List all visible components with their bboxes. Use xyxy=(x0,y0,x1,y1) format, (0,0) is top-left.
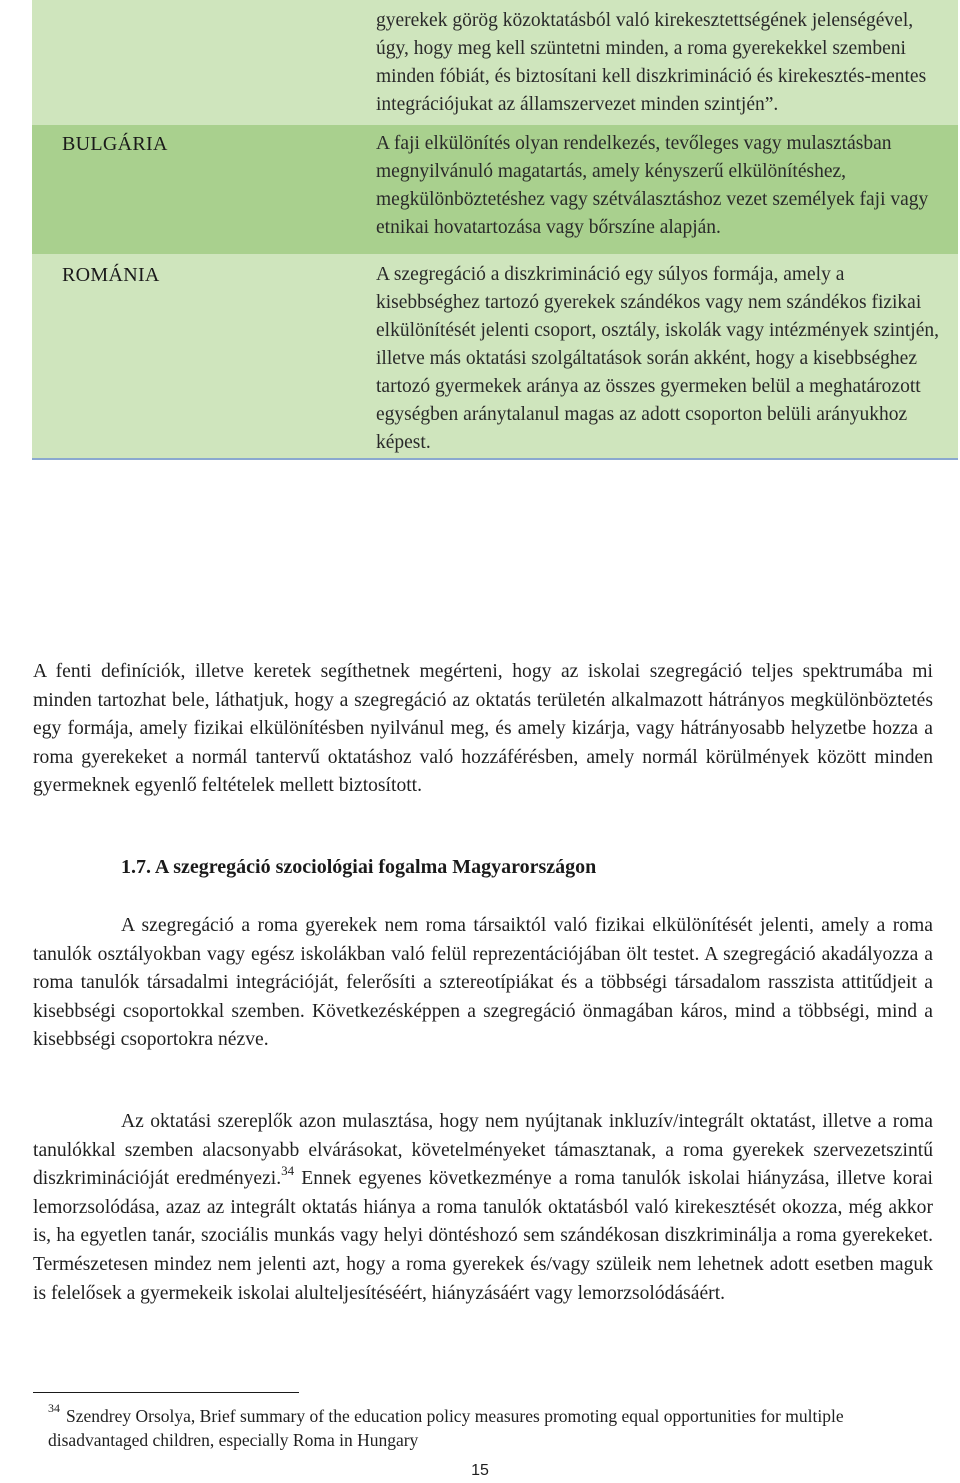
table-row xyxy=(32,0,958,125)
footnote-reference[interactable]: 34 xyxy=(281,1162,295,1178)
section-number: 1.7. xyxy=(121,856,151,878)
page-number: 15 xyxy=(471,1462,489,1479)
country-cell: BULGÁRIA xyxy=(62,133,168,155)
body-paragraph xyxy=(33,912,933,1055)
definition-cell: A szegregáció a diszkrimináció egy súlyos formája, amely a kisebbséghez tartozó gyerekek szándékos vagy nem szándékos fizikai elkülönítését jelenti csoport, osztály, iskolák vagy intézmények szintjén, illetve más oktatási szolgáltatások során akként, hogy a kisebbséghez tartozó gyermekek aránya az összes gyermeken belül a meghatározott egységben aránytalanul magas az adott csoporton belüli arányukhoz képest. xyxy=(376,264,940,453)
country-cell: ROMÁNIA xyxy=(62,264,160,286)
footnote xyxy=(48,1401,928,1452)
section-heading xyxy=(121,856,596,879)
definition-cell: A faji elkülönítés olyan rendelkezés, tevőleges vagy mulasztásban megnyilvánuló magatartás, amely kényszerű elkülönítéshez, megkülönböztetéshez vagy szétválasztáshoz vezet személyek faji vagy etnikai hovatartozása vagy bőrszíne alapján. xyxy=(376,133,929,238)
country-cell xyxy=(32,0,360,125)
table-row xyxy=(32,254,958,458)
body-paragraph xyxy=(33,1108,933,1308)
footnote-number: 34 xyxy=(48,1401,60,1416)
body-paragraph: A fenti definíciók, illetve keretek segíthetnek megérteni, hogy az iskolai szegregáció teljes spektrumába mi minden tartozhat bele, láthatjuk, hogy a szegregáció az oktatás területén alkalmazott hátrányos megkülönböztetés egy formája, amely fizikai elkülönítésben nyilvánul meg, és amely kizárja, vagy hátrányosabb helyzetbe hozza a roma gyerekeket a normál tantervű oktatáshoz való hozzáférésben, amely normál körülmények között minden gyermeknek egyenlő feltételek mellett biztosított. xyxy=(33,661,933,797)
footnote-text: Szendrey Orsolya, Brief summary of the education policy measures promoting equal opportunities for multiple disadvantaged children, especially Roma in Hungary xyxy=(48,1406,844,1450)
footnote-separator xyxy=(33,1392,299,1393)
paragraph-text: A szegregáció a roma gyerekek nem roma társaiktól való fizikai elkülönítését jelenti, amely a roma tanulók osztályokban vagy egész iskolákban való felül reprezentációjában ölt testet. A szegregáció akadályozza a roma tanulók társadalmi integrációját, felerősíti a sztereotípiákat és a többségi társadalom rasszista attitűdjeit a kisebbségi csoportokkal szemben. Következésképpen a szegregáció önmagában káros, mind a többségi, mind a kisebbségi csoportokra nézve. xyxy=(33,915,933,1051)
paragraph-text: Az oktatási szereplők azon mulasztása, hogy nem nyújtanak inkluzív/integrált oktatást, illetve a roma tanulókkal szemben alacsonyabb elvárásokat, követelményeket támasztanak, a roma gyerekek szervezetszintű diszkriminációját eredményezi. xyxy=(33,1111,933,1190)
table-row xyxy=(32,125,958,254)
paragraph-text: Ennek egyenes következménye a roma tanulók iskolai hiányzása, illetve korai lemorzsolódása, azaz az integrált oktatás hiánya a roma tanulók oktatásból való kirekesztését okozza, még akkor is, ha egyetlen tanár, szociális munkás vagy helyi döntéshozó sem szándékosan diszkriminálja a roma gyerekeket. Természetesen mindez nem jelenti azt, hogy a roma gyerekek és/vagy szüleik nem lehetnek adott esetben maguk is felelősek a gyermekeik iskolai alulteljesítéséért, hiányzásáért vagy lemorzsolódásáért. xyxy=(33,1168,933,1304)
definition-cell: gyerekek görög közoktatásból való kirekesztettségének jelenségével, úgy, hogy meg kell szüntetni minden, a roma gyerekekkel szembeni minden fóbiát, és biztosítani kell diszkrimináció és kirekesztés-mentes integrációjukat az államszervezet minden szintjén”. xyxy=(376,10,927,115)
section-title: A szegregáció szociológiai fogalma Magyarországon xyxy=(154,856,597,878)
definitions-table xyxy=(32,0,958,460)
